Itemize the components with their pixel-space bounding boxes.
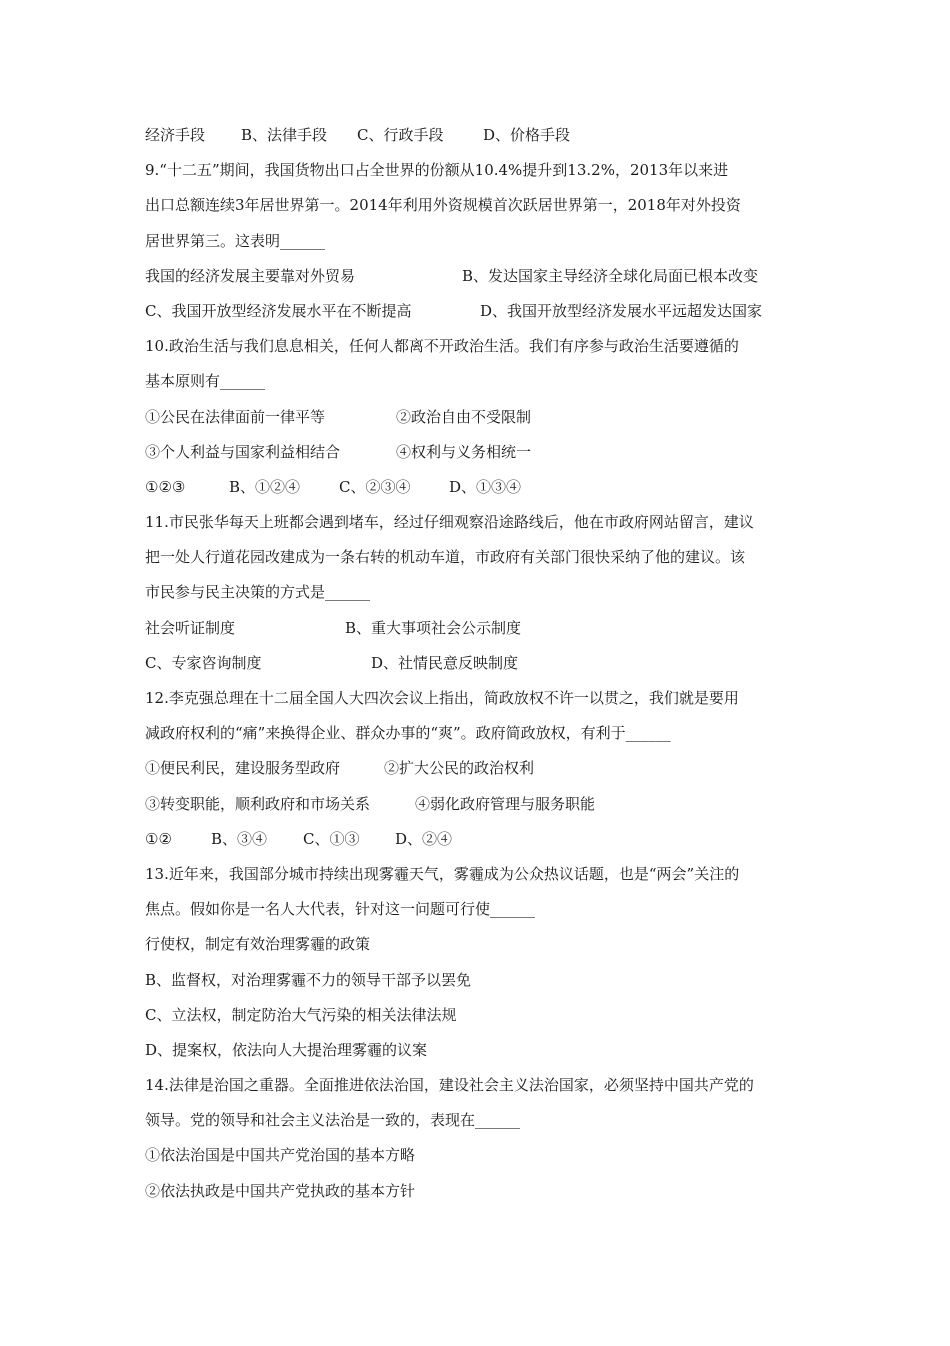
text-line: B、监督权，对治理雾霾不力的领导干部予以罢免 — [145, 970, 472, 989]
option-line — [145, 751, 810, 786]
option-item: B、发达国家主导经济全球化局面已根本改变 — [462, 266, 759, 285]
option-item: ④弱化政府管理与服务职能 — [415, 794, 596, 813]
text-line: 焦点。假如你是一名人大代表，针对这一问题可行使______ — [145, 900, 536, 919]
text-line: 11.市民张华每天上班都会遇到堵车，经过仔细观察沿途路线后，他在市政府网站留言，建议 — [145, 513, 754, 532]
text-line: C、立法权，制定防治大气污染的相关法律法规 — [145, 1005, 457, 1024]
option-item: C、②③④ — [339, 477, 411, 496]
option-line — [145, 259, 810, 294]
option-item: B、③④ — [211, 829, 268, 848]
text-line: ①依法治国是中国共产党治国的基本方略 — [145, 1146, 416, 1165]
option-item: C、我国开放型经济发展水平在不断提高 — [145, 301, 412, 320]
text-line: 居世界第三。这表明______ — [145, 231, 326, 250]
text-line: 出口总额连续3年居世界第一。2014年利用外资规模首次跃居世界第一，2018年对外投资 — [145, 196, 741, 215]
option-item: D、我国开放型经济发展水平远超发达国家 — [480, 301, 763, 320]
option-item: C、①③ — [303, 829, 360, 848]
option-item: B、法律手段 — [241, 126, 328, 144]
option-line — [145, 118, 810, 153]
option-item: 经济手段 — [145, 126, 206, 144]
option-item: ①公民在法律面前一律平等 — [145, 407, 326, 426]
option-item: D、价格手段 — [483, 126, 571, 144]
text-line: 13.近年来，我国部分城市持续出现雾霾天气，雾霾成为公众热议话题，也是“两会”关注的 — [145, 864, 740, 883]
option-item: ④权利与义务相统一 — [396, 442, 532, 461]
option-item: ③个人利益与国家利益相结合 — [145, 442, 341, 461]
text-line: 9.“十二五”期间，我国货物出口占全世界的份额从10.4%提升到13.2%，2013年以来进 — [145, 161, 729, 180]
text-line: 减政府权利的“痛”来换得企业、群众办事的“爽”。政府简政放权，有利于______ — [145, 724, 671, 743]
option-line — [145, 611, 810, 646]
option-item: C、专家咨询制度 — [145, 653, 262, 672]
document-page — [145, 118, 810, 1209]
text-line: 把一处人行道花园改建成为一条右转的机动车道，市政府有关部门很快采纳了他的建议。该 — [145, 548, 746, 567]
text-line: 12.李克强总理在十二届全国人大四次会议上指出，简政放权不许一以贯之，我们就是要用 — [145, 689, 739, 707]
text-line: ②依法执政是中国共产党执政的基本方针 — [145, 1181, 416, 1200]
text-line: 行使权，制定有效治理雾霾的政策 — [145, 935, 371, 954]
option-item: ①便民利民，建设服务型政府 — [145, 759, 341, 778]
option-item: ①②③ — [145, 477, 186, 496]
option-item: ②扩大公民的政治权利 — [384, 759, 535, 778]
option-item: 我国的经济发展主要靠对外贸易 — [145, 266, 356, 285]
option-item: B、①②④ — [229, 477, 301, 496]
option-item: ③转变职能，顺利政府和市场关系 — [145, 794, 371, 813]
text-line: 领导。党的领导和社会主义法治是一致的，表现在______ — [145, 1111, 521, 1130]
option-item: ①② — [145, 829, 172, 848]
option-item: D、社情民意反映制度 — [371, 653, 519, 672]
text-line: 10.政治生活与我们息息相关，任何人都离不开政治生活。我们有序参与政治生活要遵循的 — [145, 337, 739, 356]
option-item: B、重大事项社会公示制度 — [345, 618, 522, 637]
text-line: 基本原则有______ — [145, 372, 266, 391]
text-line: 市民参与民主决策的方式是______ — [145, 583, 371, 602]
text-line: 14.法律是治国之重器。全面推进依法治国，建设社会主义法治国家，必须坚持中国共产党的 — [145, 1076, 754, 1095]
option-line — [145, 646, 810, 681]
option-line — [145, 435, 810, 470]
option-item: C、行政手段 — [357, 126, 444, 144]
option-line — [145, 400, 810, 435]
option-line — [145, 294, 810, 329]
option-line — [145, 470, 810, 505]
option-item: 社会听证制度 — [145, 618, 236, 637]
option-item: ②政治自由不受限制 — [396, 407, 532, 426]
option-item: D、②④ — [395, 829, 453, 848]
option-line — [145, 787, 810, 822]
option-line — [145, 822, 810, 857]
option-item: D、①③④ — [449, 477, 522, 496]
text-line: D、提案权，依法向人大提治理雾霾的议案 — [145, 1040, 428, 1059]
